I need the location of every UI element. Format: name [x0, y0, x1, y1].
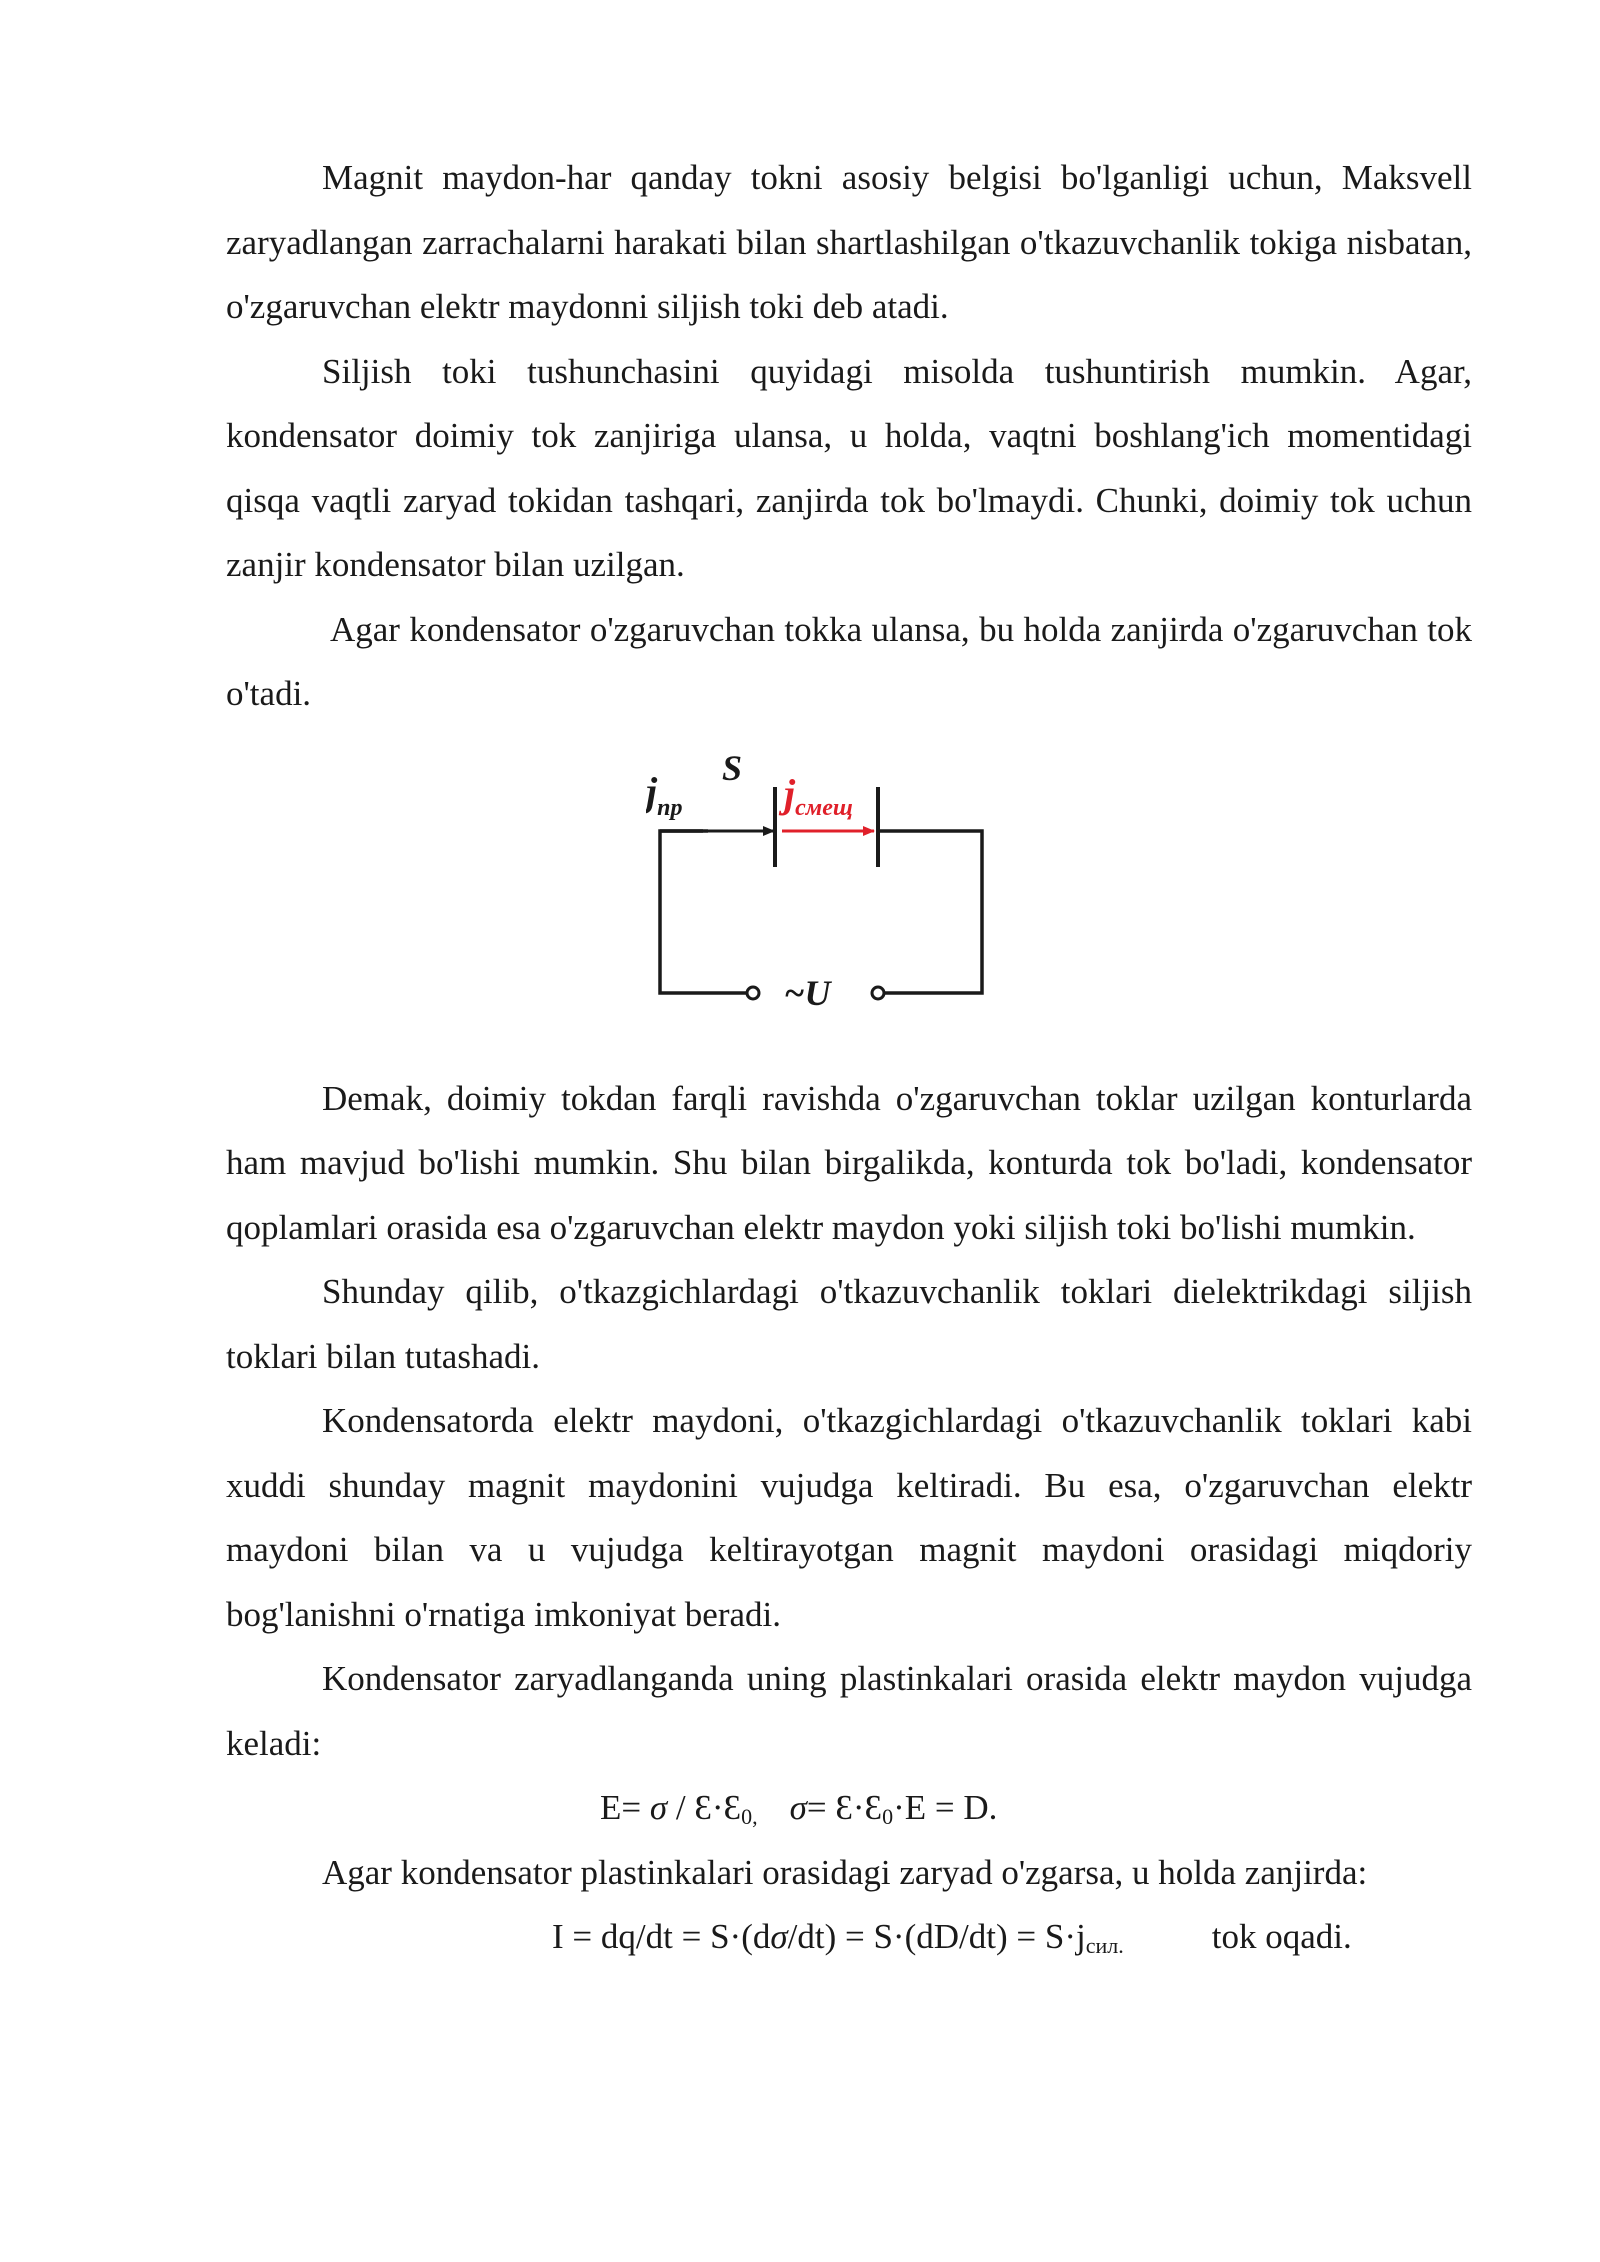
terminal-left: [747, 987, 759, 999]
circuit-diagram: [646, 747, 1046, 1047]
paragraph-magnetic-field-creation: Kondensatorda elektr maydoni, o'tkazgichlardagi o'tkazuvchanlik toklari kabi xuddi shunday magnit maydonini vujudga keltiradi. Bu esa, o'zgaruvchan elektr maydoni bilan va u vujudga keltirayotgan magnit maydoni orasidagi miqdoriy bog'lanishni o'rnatiga imkoniyat beradi.: [226, 1401, 1472, 1634]
voltage-source-label: ~U: [784, 972, 831, 1013]
paragraph-magnetic-field: Magnit maydon-har qanday tokni asosiy belgisi bo'lganligi uchun, Maksvell zaryadlangan zarrachalarni harakati bilan shartlashilgan o'tkazuvchanlik tokiga nisbatan, o'zgaruvchan elektr maydonni siljish toki deb atadi.: [226, 158, 1472, 326]
paragraph-displacement-explanation: Siljish toki tushunchasini quyidagi misolda tushuntirish mumkin. Agar, kondensator doimiy tok zanjiriga ulansa, u holda, vaqtni boshlang'ich momentidagi qisqa vaqtli zaryad tokidan tashqari, zanjirda tok bo'lmaydi. Chunki, doimiy tok uchun zanjir kondensator bilan uzilgan.: [226, 351, 1472, 584]
paragraph-charge-change: Agar kondensator plastinkalari orasidagi zaryad o'zgarsa, u holda zanjirda:: [322, 1852, 1368, 1892]
capacitor-circuit-figure: [226, 747, 1472, 1047]
paragraph-capacitor-charging: Kondensator zaryadlanganda uning plastinkalari orasida elektr maydon vujudga keladi:: [226, 1659, 1472, 1763]
paragraph-conduction-displacement: Shunday qilib, o'tkazgichlardagi o'tkazuvchanlik toklari dielektrikdagi siljish toklari bilan tutashadi.: [226, 1272, 1472, 1376]
document-page: [226, 146, 1472, 1970]
conduction-current-label: $j_{пр}$: [646, 768, 683, 821]
terminal-right: [872, 987, 884, 999]
wire-right: [878, 831, 982, 993]
formula-current: $I = dq/dt = S\cdot(d\sigma/dt) = S\cdot(dD/dt) = S\cdot j_{сил.}$ tok oqadi.: [552, 1917, 1352, 1958]
area-label: S: [722, 747, 743, 788]
displacement-current-label: $j_{смещ}$: [784, 770, 853, 821]
paragraph-ac-connection: Agar kondensator o'zgaruvchan tokka ulansa, bu holda zanjirda o'zgaruvchan tok o'tadi.: [226, 609, 1472, 713]
paragraph-open-circuit: Demak, doimiy tokdan farqli ravishda o'zgaruvchan toklar uzilgan konturlarda ham mavjud bo'lishi mumkin. Shu bilan birgalikda, konturda tok bo'ladi, kondensator qoplamlari orasida esa o'zgaruvchan elektr maydon yoki siljish toki bo'lishi mumkin.: [226, 1078, 1472, 1247]
wire-left: [660, 831, 747, 993]
formula-field-strength: $E= \sigma / Ɛ\cdot Ɛ_{0,}$ $\sigma= Ɛ\cdot Ɛ_0\cdot E = D$.: [600, 1788, 998, 1829]
